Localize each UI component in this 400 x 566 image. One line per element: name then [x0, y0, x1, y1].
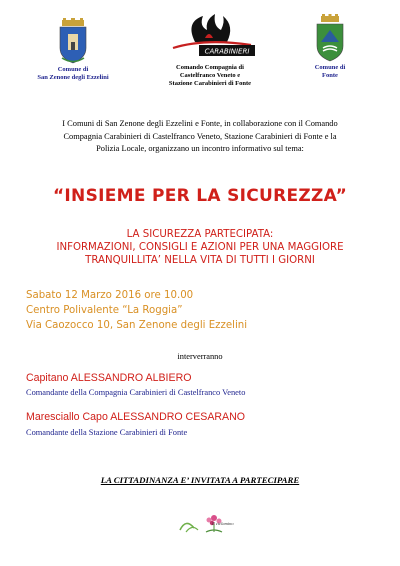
speaker-1-role: Comandante della Compagnia Carabinieri di Castelfranco Veneto: [26, 388, 246, 397]
fonte-crest: [285, 14, 375, 80]
intro-paragraph: I Comuni di San Zenone degli Ezzelini e Fonte, in collaborazione con il Comando Compagnia Carabinieri di Castelfranco Veneto, Stazione Carabinieri di Fonte e la Polizia Locale, organizzano un incontro informativo sul tema:: [62, 119, 338, 153]
event-title: “INSIEME PER LA SICUREZZA”: [52, 186, 348, 206]
carabinieri-logo: [155, 12, 265, 88]
san-zenone-crest: [28, 18, 118, 82]
event-date-time: Sabato 12 Marzo 2016 ore 10.00: [26, 290, 194, 301]
fonte-caption: Comune di Fonte: [314, 64, 346, 79]
carabinieri-flame-icon: [165, 12, 255, 62]
carabinieri-caption: Comando Compagnia di Castelfranco Veneto e Stazione Carabinieri di Fonte: [168, 64, 252, 87]
event-subtitle: LA SICUREZZA PARTECIPATA: INFORMAZIONI, CONSIGLI E AZIONI PER UNA MAGGIORE TRANQUILLITA’ NELLA VITA DI TUTTI I GIORNI: [56, 229, 344, 266]
speaker-2-role: Comandante della Stazione Carabinieri di Fonte: [26, 428, 188, 437]
carabinieri-wordmark: CARABINIERI: [204, 47, 250, 56]
invite-line: LA CITTADINANZA E’ INVITATA A PARTECIPARE: [100, 475, 300, 485]
san-zenone-caption: Comune di San Zenone degli Ezzelini: [37, 66, 109, 81]
footer-logo-text: Il ciclamino: [212, 521, 234, 526]
flower-logo-icon: [176, 508, 246, 538]
intervene-label: interverranno: [177, 352, 223, 361]
speaker-1-name: Capitano ALESSANDRO ALBIERO: [26, 372, 192, 384]
speaker-2-name: Maresciallo Capo ALESSANDRO CESARANO: [26, 411, 246, 423]
event-details: [26, 288, 366, 333]
fonte-crest-icon: [313, 14, 347, 62]
event-address: Via Caozocco 10, San Zenone degli Ezzelini: [26, 320, 248, 331]
san-zenone-crest-icon: [56, 18, 90, 64]
event-venue: Centro Polivalente “La Roggia”: [26, 305, 183, 316]
